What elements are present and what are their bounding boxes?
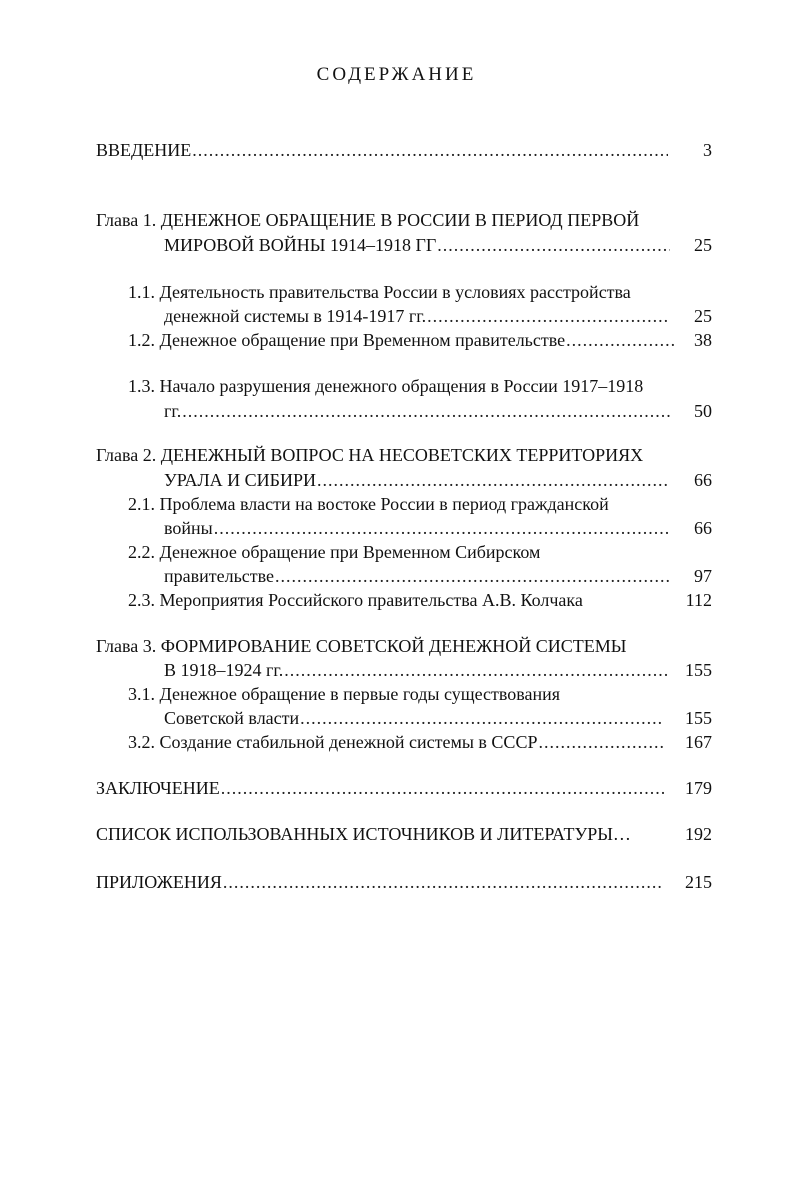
toc-section-2-2-line2 xyxy=(164,565,670,587)
toc-label: УРАЛА И СИБИРИ xyxy=(164,470,317,490)
toc-section-2-1-line2 xyxy=(164,517,670,539)
toc-section-1-3-line2 xyxy=(164,400,670,422)
leader-dots xyxy=(221,777,664,799)
toc-page-number: 167 xyxy=(685,732,712,752)
toc-section-1-3-line1: 1.3. Начало разрушения денежного обращения в России 1917–1918 xyxy=(128,376,644,396)
leader-dots xyxy=(300,707,664,729)
leader-dots xyxy=(427,305,670,327)
toc-page-number: 66 xyxy=(694,518,712,538)
toc-chapter-1-line2 xyxy=(164,234,670,256)
toc-chapter-1-line1: Глава 1. ДЕНЕЖНОЕ ОБРАЩЕНИЕ В РОССИИ В ПЕРИОД ПЕРВОЙ xyxy=(96,210,640,230)
toc-section-2-1-line1: 2.1. Проблема власти на востоке России в период гражданской xyxy=(128,494,609,514)
toc-label: 1.2. Денежное обращение при Временном правительстве xyxy=(128,330,566,350)
toc-page-number: 155 xyxy=(685,708,712,728)
toc-page-number: 155 xyxy=(685,660,712,680)
toc-page-number: 97 xyxy=(694,566,712,586)
toc-label: Советской власти xyxy=(164,708,300,728)
toc-section-1-1-line1: 1.1. Деятельность правительства России в условиях расстройства xyxy=(128,282,631,302)
toc-section-2-3: 2.3. Мероприятия Российского правительства А.В. Колчака xyxy=(128,590,583,610)
leader-dots xyxy=(182,400,670,422)
toc-label: гг. xyxy=(164,401,182,421)
toc-label: МИРОВОЙ ВОЙНЫ 1914–1918 ГГ xyxy=(164,235,437,255)
toc-label: войны xyxy=(164,518,213,538)
leader-dots xyxy=(437,234,670,256)
toc-entry-appendix xyxy=(96,871,664,893)
toc-section-3-2 xyxy=(128,731,664,753)
toc-page-number: 66 xyxy=(694,470,712,490)
leader-dots xyxy=(214,517,670,539)
toc-entry-sources: СПИСОК ИСПОЛЬЗОВАННЫХ ИСТОЧНИКОВ И ЛИТЕРАТУРЫ… xyxy=(96,824,631,844)
toc-label: правительстве xyxy=(164,566,275,586)
toc-page-number: 179 xyxy=(685,778,712,798)
leader-dots xyxy=(192,139,668,161)
leader-dots xyxy=(275,565,670,587)
leader-dots xyxy=(538,731,664,753)
toc-label: ПРИЛОЖЕНИЯ xyxy=(96,872,222,892)
toc-page-number: 112 xyxy=(685,590,712,610)
toc-label: ЗАКЛЮЧЕНИЕ xyxy=(96,778,220,798)
toc-entry-conclusion xyxy=(96,777,664,799)
toc-chapter-3-line2 xyxy=(164,659,670,681)
toc-entry-intro xyxy=(96,139,668,161)
toc-label: В 1918–1924 гг. xyxy=(164,660,284,680)
toc-chapter-2-line2 xyxy=(164,469,670,491)
toc-section-3-1-line1: 3.1. Денежное обращение в первые годы существования xyxy=(128,684,561,704)
toc-page-number: 215 xyxy=(685,872,712,892)
toc-page-number: 192 xyxy=(685,824,712,844)
toc-section-1-1-line2 xyxy=(164,305,670,327)
toc-section-2-2-line1: 2.2. Денежное обращение при Временном Сибирском xyxy=(128,542,541,562)
leader-dots xyxy=(223,871,664,893)
leader-dots xyxy=(284,659,670,681)
toc-chapter-3-line1: Глава 3. ФОРМИРОВАНИЕ СОВЕТСКОЙ ДЕНЕЖНОЙ СИСТЕМЫ xyxy=(96,636,627,656)
toc-section-1-2 xyxy=(128,329,676,351)
toc-section-3-1-line2 xyxy=(164,707,664,729)
leader-dots xyxy=(317,469,670,491)
toc-page-number: 25 xyxy=(694,235,712,255)
toc-chapter-2-line1: Глава 2. ДЕНЕЖНЫЙ ВОПРОС НА НЕСОВЕТСКИХ ТЕРРИТОРИЯХ xyxy=(96,445,644,465)
leader-dots xyxy=(566,329,676,351)
toc-page-number: 25 xyxy=(694,306,712,326)
page-title: СОДЕРЖАНИЕ xyxy=(316,64,477,85)
toc-page-number: 38 xyxy=(694,330,712,350)
toc-label: денежной системы в 1914-1917 гг. xyxy=(164,306,427,326)
toc-label: 3.2. Создание стабильной денежной системы в СССР xyxy=(128,732,538,752)
toc-page-number: 50 xyxy=(694,401,712,421)
toc-page-number: 3 xyxy=(703,140,712,160)
toc-label: ВВЕДЕНИЕ xyxy=(96,140,192,160)
